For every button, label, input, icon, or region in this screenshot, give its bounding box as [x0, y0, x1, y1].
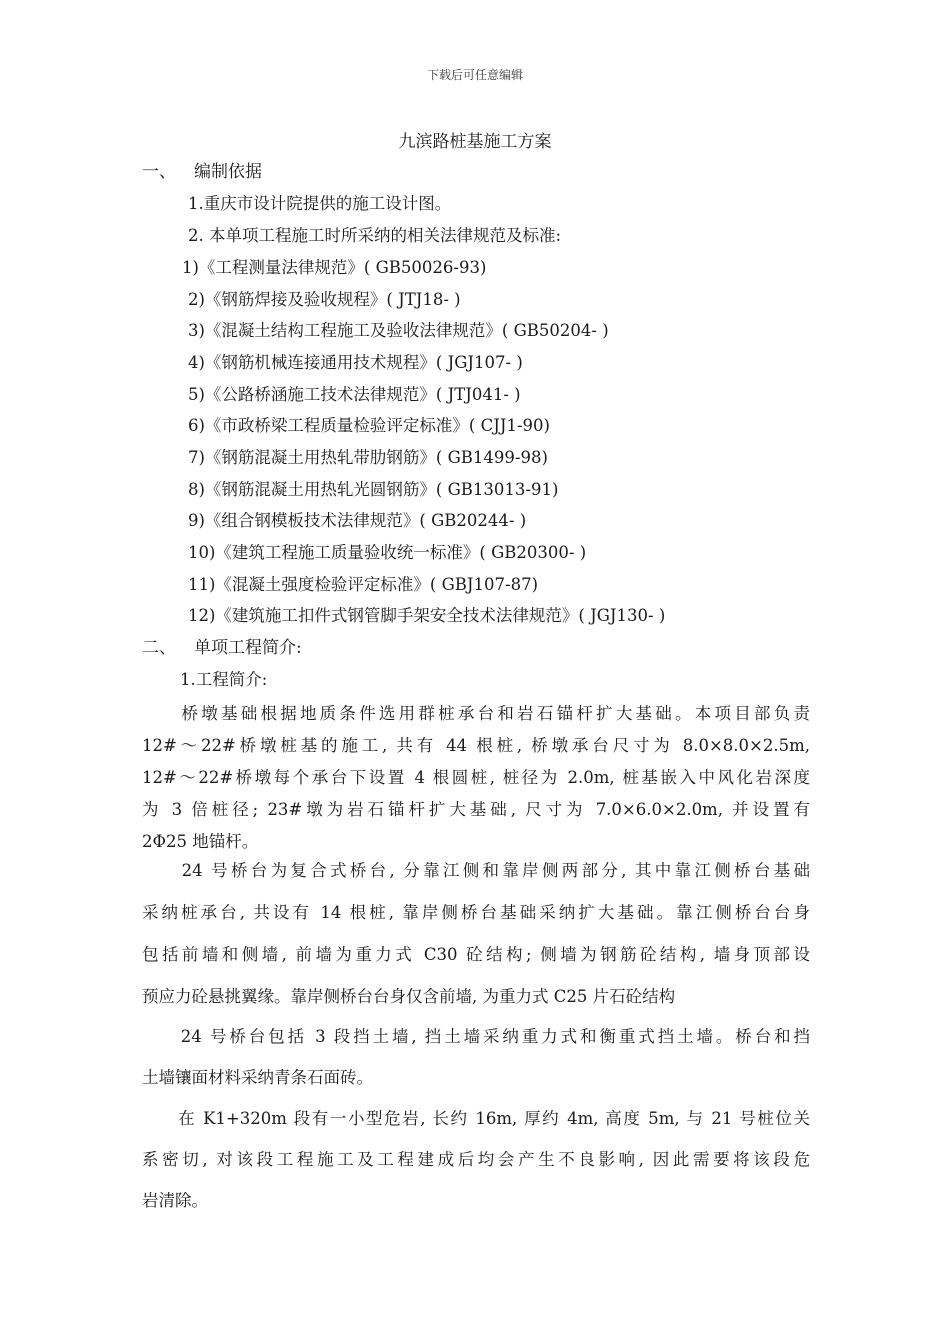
standard-item: 5)《公路桥涵施工技术法律规范》( JTJ041- ): [188, 385, 521, 404]
paragraph-line: 2Φ25 地锚杆。: [142, 832, 259, 851]
paragraph-line: 系密切, 对该段工程施工及工程建成后均会产生不良影响, 因此需要将该段危: [142, 1150, 810, 1169]
paragraph-line: 土墙镶面材料采纳青条石面砖。: [142, 1068, 373, 1087]
section-title-1: 编制依据: [194, 162, 262, 182]
basis-item-2: 2. 本单项工程施工时所采纳的相关法律规范及标准:: [188, 226, 562, 245]
standard-item: 8)《钢筋混凝土用热轧光圆钢筋》( GB13013-91): [188, 480, 559, 499]
paragraph-line: 12#～22#桥墩桩基的施工, 共有 44 根桩, 桥墩承台尺寸为 8.0×8.0×2.5m,: [142, 736, 810, 755]
paragraph-line: 桥墩基础根据地质条件选用群桩承台和岩石锚杆扩大基础。本项目部负责: [142, 704, 810, 723]
header-note: 下载后可任意编辑: [426, 68, 523, 82]
section-title-2: 单项工程简介:: [194, 638, 302, 658]
paragraph-line: 包括前墙和侧墙, 前墙为重力式 C30 砼结构; 侧墙为钢筋砼结构, 墙身顶部设: [142, 945, 810, 964]
paragraph-1: [142, 701, 810, 861]
paragraph-line: 预应力砼悬挑翼缘。靠岸侧桥台台身仅含前墙, 为重力式 C25 片石砼结构: [142, 987, 676, 1006]
paragraph-line: 24 号桥台包括 3 段挡土墙, 挡土墙采纳重力式和衡重式挡土墙。桥台和挡: [142, 1027, 810, 1046]
standard-item: 12)《建筑施工扣件式钢管脚手架安全技术法律规范》( JGJ130- ): [188, 606, 666, 625]
paragraph-3: [142, 1024, 810, 1106]
paragraph-line: 岩清除。: [142, 1191, 208, 1210]
standard-item: 2)《钢筋焊接及验收规程》( JTJ18- ): [188, 290, 461, 309]
document-title: 九滨路桩基施工方案: [398, 132, 552, 152]
paragraph-line: 采纳桩承台, 共设有 14 根桩, 靠岸侧桥台基础采纳扩大基础。靠江侧桥台台身: [142, 903, 810, 922]
standard-item: 10)《建筑工程施工质量验收统一标准》( GB20300- ): [188, 543, 587, 562]
standard-item: 6)《市政桥梁工程质量检验评定标准》( CJJ1-90): [188, 416, 550, 435]
section-number-2: 二、: [142, 638, 176, 658]
subsection-heading: 1.工程简介:: [180, 670, 268, 689]
basis-item-1: 1.重庆市设计院提供的施工设计图。: [188, 194, 452, 213]
standard-item: 4)《钢筋机械连接通用技术规程》( JGJ107- ): [188, 353, 523, 372]
paragraph-2: [142, 858, 810, 1026]
paragraph-4: [142, 1106, 810, 1229]
standard-item: 3)《混凝土结构工程施工及验收法律规范》( GB50204- ): [188, 321, 609, 340]
standard-item: 9)《组合钢模板技术法律规范》( GB20244- ): [188, 511, 527, 530]
paragraph-line: 12#～22#桥墩每个承台下设置 4 根圆桩, 桩径为 2.0m, 桩基嵌入中风化岩深度: [142, 768, 810, 787]
paragraph-line: 为 3 倍桩径; 23#墩为岩石锚杆扩大基础, 尺寸为 7.0×6.0×2.0m, 并设置有: [142, 800, 810, 819]
paragraph-line: 24 号桥台为复合式桥台, 分靠江侧和靠岸侧两部分, 其中靠江侧桥台基础: [142, 861, 810, 880]
standard-item: 1)《工程测量法律规范》( GB50026-93): [182, 258, 487, 277]
paragraph-line: 在 K1+320m 段有一小型危岩, 长约 16m, 厚约 4m, 高度 5m, 与 21 号桩位关: [142, 1109, 810, 1128]
section-heading-2: [142, 637, 302, 659]
standard-item: 11)《混凝土强度检验评定标准》( GBJ107-87): [188, 575, 539, 594]
section-number-1: 一、: [142, 162, 176, 182]
section-heading-1: [142, 161, 262, 183]
standard-item: 7)《钢筋混凝土用热轧带肋钢筋》( GB1499-98): [188, 448, 548, 467]
